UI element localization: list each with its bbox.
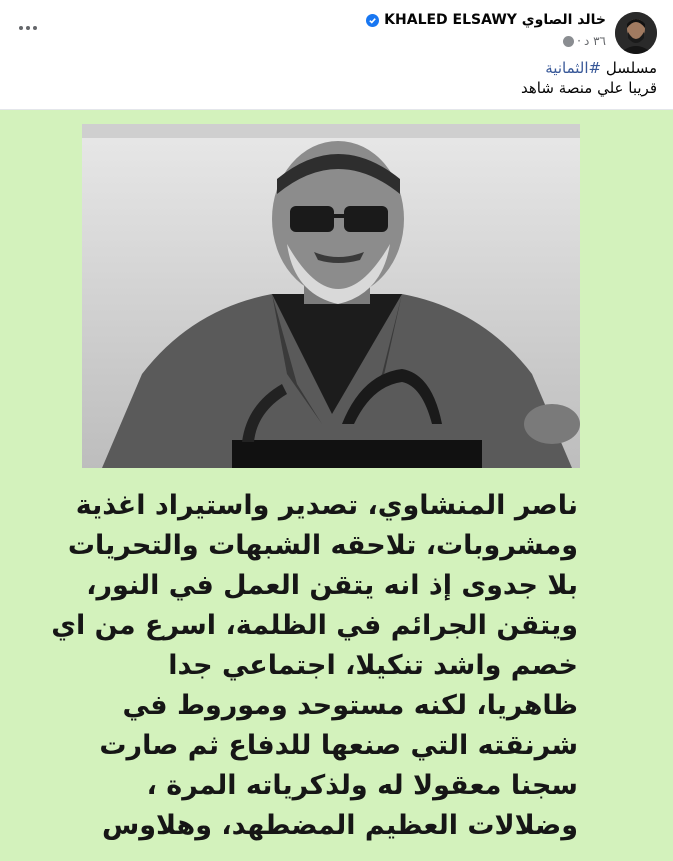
hashtag-link[interactable]: #الثمانية: [545, 59, 602, 77]
post-image[interactable]: [0, 110, 673, 861]
author-line: [366, 12, 606, 28]
post-text-prefix: مسلسل: [605, 59, 657, 77]
post-header: [0, 0, 673, 110]
post-text-line-1: [521, 58, 657, 78]
caption-line: ويتقن الجرائم في الظلمة، اسرع من اي: [51, 610, 578, 641]
caption-line: سجنا معقولا له ولذكرياته المرة ،: [146, 770, 578, 801]
caption-line: وضلالات العظيم المضطهد، وهلاوس: [101, 810, 578, 841]
caption-line: شرنقته التي صنعها للدفاع ثم صارت: [99, 730, 578, 761]
caption-line: خصم واشد تنكيلا، اجتماعي جدا: [168, 650, 578, 681]
author-avatar[interactable]: [615, 12, 657, 54]
caption-line: ناصر المنشاوي، تصدير واستيراد اغذية: [75, 490, 578, 521]
character-description: [51, 486, 578, 846]
more-options-icon: [19, 26, 37, 30]
avatar-photo: [615, 12, 657, 54]
caption-line: ظاهريا، لكنه مستوحد وموروط في: [122, 690, 578, 721]
caption-line: ومشروبات، تلاحقه الشبهات والتحريات: [67, 530, 578, 561]
post-text-line-2: قريبا علي منصة شاهد: [521, 79, 657, 97]
character-photo: [82, 124, 580, 468]
post-text: [521, 58, 657, 98]
globe-icon: [563, 36, 574, 47]
author-name[interactable]: خالد الصاوي KHALED ELSAWY: [384, 12, 606, 28]
more-options-button[interactable]: [14, 14, 42, 42]
post-meta: ٣٦ د ·: [563, 34, 606, 48]
verified-badge-icon: [366, 14, 379, 27]
caption-line: بلا جدوى إذ انه يتقن العمل في النور،: [86, 570, 578, 601]
post-time[interactable]: ٣٦ د: [583, 34, 606, 48]
